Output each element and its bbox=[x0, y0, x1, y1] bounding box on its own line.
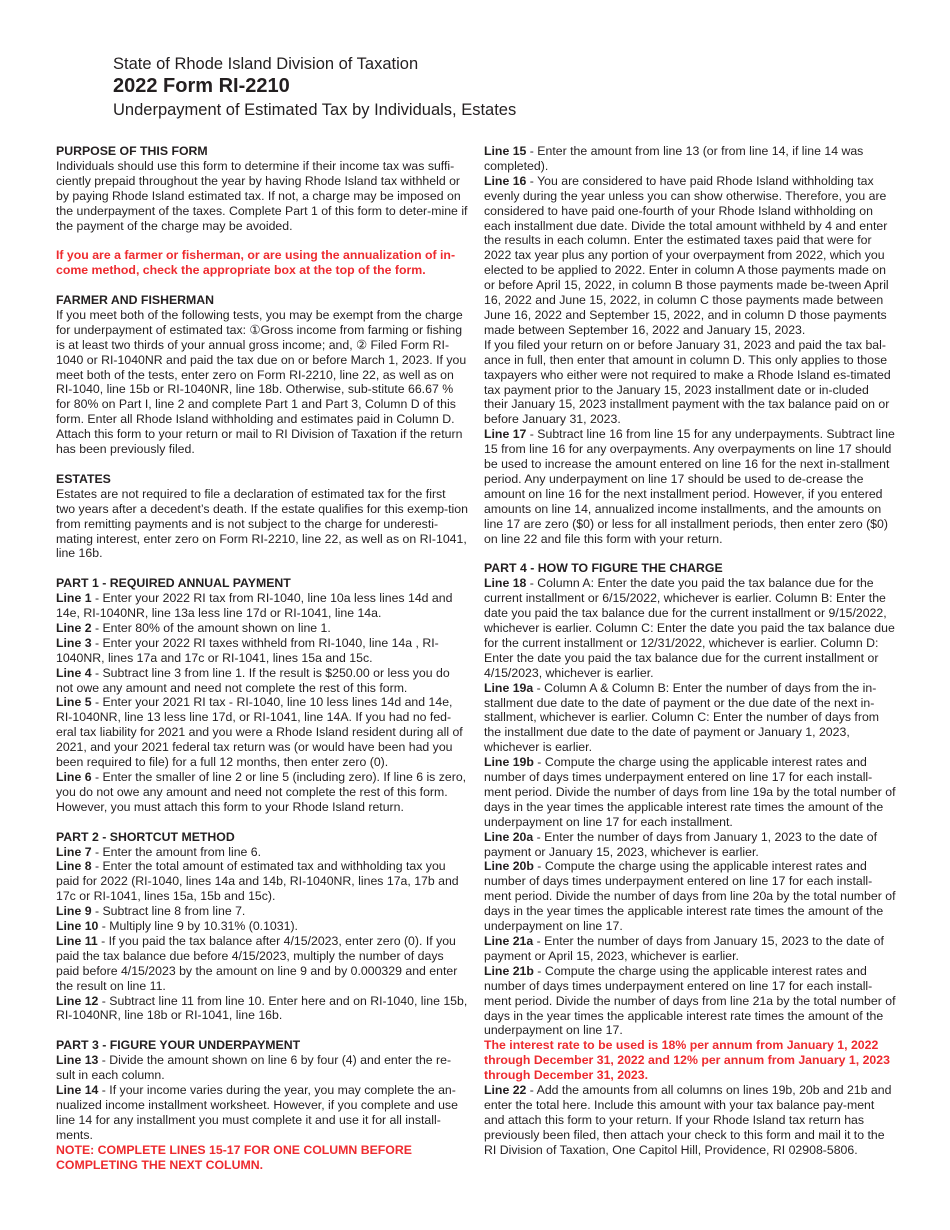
line-label: Line 22 bbox=[484, 1083, 527, 1098]
line-3 bbox=[56, 636, 468, 666]
line-text: - Divide the amount shown on line 6 by four (4) and enter the re-sult in each column. bbox=[56, 1053, 452, 1083]
line-label: Line 4 bbox=[56, 665, 92, 680]
line-label: Line 18 bbox=[484, 576, 527, 591]
line-text: - Enter the smaller of line 2 or line 5 (including zero). If line 6 is zero, you do not owe any amount and need not complete the rest of this form. However, you must attach this form to your Rhode Island return. bbox=[56, 770, 467, 814]
form-title: 2022 Form RI-2210 bbox=[113, 75, 290, 97]
line-22 bbox=[484, 1083, 896, 1158]
interest-rate-note: The interest rate to be used is 18% per annum from January 1, 2022 through December 31, 2022 and 12% per annum from January 1, 2023 through December 31, 2023. bbox=[484, 1038, 890, 1083]
line-text: - Subtract line 11 from line 10. Enter here and on RI-1040, line 15b, RI-1040NR, line 18b or RI-1041, line 16b. bbox=[56, 993, 468, 1023]
line-label: Line 10 bbox=[56, 919, 99, 934]
line-11 bbox=[56, 934, 468, 994]
line-label: Line 8 bbox=[56, 859, 92, 874]
line-text: - Enter your 2022 RI tax from RI-1040, line 10a less lines 14d and 14e, RI-1040NR, line 13a less line 17d or RI-1041, line 14a. bbox=[56, 591, 453, 621]
line-label: Line 6 bbox=[56, 770, 92, 784]
line-15 bbox=[484, 144, 896, 174]
estates-heading: ESTATES bbox=[56, 471, 111, 486]
line-14 bbox=[56, 1083, 468, 1143]
right-column bbox=[484, 144, 896, 1158]
line-text: - Column A & Column B: Enter the number of days from the in-stallment due date to the date of payment or the due date of the next in-stallment, whichever is earlier. Column C: Enter the number of days from the installment due date to the date of payment or January 1, 2023, whichever is earlier. bbox=[484, 680, 880, 755]
line-label: Line 19a bbox=[484, 680, 534, 695]
line-text: - Subtract line 3 from line 1. If the result is $250.00 or less you do not owe any amount and need not complete the rest of this form. bbox=[56, 665, 450, 695]
line-text: - You are considered to have paid Rhode Island withholding tax evenly during the year unless you can show otherwise. Therefore, you are considered to have paid one-fourth of your Rhode Island withholding on each installment due date. Divide the total amount withheld by 4 and enter the results in each column. Enter the estimated taxes paid that were for 2022 tax year plus any portion of your overpayment from 2022, which you elected to be applied to 2022. Enter in column A those payments made on or before April 15, 2022, in column B those payments made be-tween April 16, 2022 and June 15, 2022, in column C those payments made between June 16, 2022 and September 15, 2022, and in column D those payments made between September 16, 2022 and January 15, 2023. bbox=[484, 173, 889, 337]
estates-text: Estates are not required to file a declaration of estimated tax for the first two years after a decedent’s death. If the estate qualifies for this exemp-tion from remitting payments and is not subject to the charge for underesti-mating interest, enter zero on Form RI-2210, line 22, as well as on RI-1041, line 16b. bbox=[56, 486, 468, 561]
line-7 bbox=[56, 845, 468, 860]
line-label: Line 21b bbox=[484, 963, 534, 978]
line-text: - Subtract line 8 from line 7. bbox=[91, 904, 246, 919]
line-13 bbox=[56, 1053, 468, 1083]
line-20a bbox=[484, 830, 896, 860]
purpose-text: Individuals should use this form to determine if their income tax was suffi-ciently prepaid throughout the year by having Rhode Island tax withheld or by paying Rhode Island estimated tax. If not, a charge may be imposed on the underpayment of the taxes. Complete Part 1 of this form to deter-mine if the payment of the charge may be avoided. bbox=[56, 158, 468, 233]
line-text: - Compute the charge using the applicable interest rates and number of days times underpayment entered on line 17 for each install-ment period. Divide the number of days from line 21a by the total number of days in the year times the applicable interest rate times the amount of the underpayment on line 17. bbox=[484, 963, 896, 1038]
line-text: - Compute the charge using the applicable interest rates and number of days times underpayment entered on line 17 for each install-ment period. Divide the number of days from line 20a by the total number of days in the year times the applicable interest rate times the amount of the underpayment on line 17. bbox=[484, 859, 896, 934]
line-2 bbox=[56, 621, 468, 636]
part2-heading: PART 2 - SHORTCUT METHOD bbox=[56, 829, 235, 844]
line-21a bbox=[484, 934, 896, 964]
line-5 bbox=[56, 695, 468, 770]
line-text: - Enter the number of days from January 15, 2023 to the date of payment or April 15, 2023, whichever is earlier. bbox=[484, 934, 884, 963]
line-text: - If you paid the tax balance after 4/15/2023, enter zero (0). If you paid the tax balance due before 4/15/2023, multiply the number of days paid before 4/15/2023 by the amount on line 9 and by 0.000329 and enter the result on line 11. bbox=[56, 933, 458, 993]
line-text: - Subtract line 16 from line 15 for any underpayments. Subtract line 15 from line 16 for any overpayments. Any overpayments on line 17 should be used to increase the amount entered on line 16 for the next in-stallment period. Any underpayment on line 17 should be used to de-crease the amount on line 16 for the next installment period. However, if you entered amounts on line 14, annualized income installments, and the amounts on line 17 are zero ($0) or less for all installment periods, then enter zero ($0) on line 22 and file this form with your return. bbox=[484, 427, 895, 546]
line-text: - Multiply line 9 by 10.31% (0.1031). bbox=[98, 919, 298, 934]
line-label: Line 5 bbox=[56, 695, 92, 710]
line-text: - Enter your 2022 RI taxes withheld from RI-1040, line 14a , RI-1040NR, lines 17a and 17c or RI-1041, lines 15a and 15c. bbox=[56, 635, 439, 665]
line-label: Line 20a bbox=[484, 829, 534, 844]
part3-note: NOTE: COMPLETE LINES 15-17 FOR ONE COLUMN BEFORE COMPLETING THE NEXT COLUMN. bbox=[56, 1142, 412, 1172]
line-19a bbox=[484, 681, 896, 756]
line-text: - Column A: Enter the date you paid the tax balance due for the current installment or 6/15/2022, whichever is earlier. Column B: Enter the date you paid the tax balance due for the current installment or 9/15/2022, whichever is earlier. Column C: Enter the date you paid the tax balance due for the current installment or 12/31/2022, whichever is earlier. Column D: Enter the date you paid the tax balance due for the current installment or 4/15/2023, whichever is earlier. bbox=[484, 576, 895, 680]
line-text: - Compute the charge using the applicable interest rates and number of days times underpayment entered on line 17 for each install-ment period. Divide the number of days from line 19a by the total number of days in the year times the applicable interest rate times the amount of the underpayment on line 17 for each installment. bbox=[484, 755, 896, 829]
form-subtitle: Underpayment of Estimated Tax by Individuals, Estates bbox=[113, 101, 517, 119]
line-label: Line 15 bbox=[484, 144, 527, 158]
line-label: Line 3 bbox=[56, 635, 92, 650]
line-16 bbox=[484, 174, 896, 338]
line-label: Line 1 bbox=[56, 591, 92, 606]
agency-name: State of Rhode Island Division of Taxation bbox=[113, 55, 419, 73]
line-text: - If your income varies during the year, you may complete the an-nualized income installment worksheet. However, if you complete and use line 14 for any installment you must complete it and use it for all install-ments. bbox=[56, 1083, 458, 1142]
farmer-note: If you are a farmer or fisherman, or are using the annualization of in-come method, check the appropriate box at the top of the form. bbox=[56, 248, 456, 278]
line-8 bbox=[56, 859, 468, 904]
line-label: Line 21a bbox=[484, 934, 534, 949]
line-text: - Add the amounts from all columns on lines 19b, 20b and 21b and enter the total here. Include this amount with your tax balance pay-ment and attach this form to your return. If your Rhode Island tax return has previously been filed, then attach your check to this form and mail it to the RI Division of Taxation, One Capitol Hill, Providence, RI 02908-5806. bbox=[484, 1083, 892, 1157]
purpose-heading: PURPOSE OF THIS FORM bbox=[56, 144, 208, 158]
line-text: - Enter the number of days from January 1, 2023 to the date of payment or January 15, 2023, whichever is earlier. bbox=[484, 829, 878, 859]
line-16-extra: If you filed your return on or before January 31, 2023 and paid the tax bal-ance in full, then enter that amount in column D. This only applies to those taxpayers who either were not required to make a Rhode Island es-timated tax payment prior to the January 15, 2023 installment date or in-cluded their January 15, 2023 installment payment with the tax balance paid on or before January 31, 2023. bbox=[484, 337, 891, 427]
line-label: Line 2 bbox=[56, 620, 92, 635]
line-1 bbox=[56, 591, 468, 621]
line-label: Line 16 bbox=[484, 173, 527, 188]
line-21b bbox=[484, 964, 896, 1039]
farmer-text: If you meet both of the following tests, you may be exempt from the charge for underpayment of estimated tax: ①Gross income from farming or fishing is at least two thirds of your annual gross income; and, ② Filed Form RI-1040 or RI-1040NR and paid the tax due on or before March 1, 2023. If you meet both of the tests, enter zero on Form RI-2210, line 22, as well as on RI-1040, line 15b or RI-1040NR, line 18b. Otherwise, sub-stitute 66.67 % for 80% on Part I, line 2 and complete Part 1 and Part 3, Column D of this form. Enter all Rhode Island withholding and estimates paid in Column D. Attach this form to your return or mail to RI Division of Taxation if the return has been previously filed. bbox=[56, 307, 467, 457]
line-label: Line 7 bbox=[56, 844, 92, 859]
line-text: - Enter your 2021 RI tax - RI-1040, line 10 less lines 14d and 14e, RI-1040NR, line 13 less line 17d, or RI-1041, line 14A. If you had no fed-eral tax liability for 2021 and you were a Rhode Island resident during all of 2021, and your 2021 federal tax return was (or would have been had you been required to file) for a full 12 months, then enter zero (0). bbox=[56, 695, 463, 770]
line-label: Line 11 bbox=[56, 933, 98, 948]
left-column bbox=[56, 144, 468, 1172]
line-17 bbox=[484, 427, 896, 546]
line-9 bbox=[56, 904, 468, 919]
line-label: Line 9 bbox=[56, 904, 92, 919]
part4-heading: PART 4 - HOW TO FIGURE THE CHARGE bbox=[484, 561, 723, 576]
line-text: - Enter the amount from line 6. bbox=[91, 844, 262, 859]
line-text: - Enter the total amount of estimated tax and withholding tax you paid for 2022 (RI-1040, lines 14a and 14b, RI-1040NR, lines 17a, 17b and 17c or RI-1041, lines 15a, 15b and 15c). bbox=[56, 859, 459, 904]
line-6 bbox=[56, 770, 468, 815]
line-4 bbox=[56, 666, 468, 696]
line-text: - Enter 80% of the amount shown on line 1. bbox=[91, 620, 331, 635]
line-label: Line 20b bbox=[484, 859, 534, 874]
line-label: Line 14 bbox=[56, 1083, 99, 1097]
line-18 bbox=[484, 576, 896, 680]
line-label: Line 17 bbox=[484, 427, 527, 442]
line-label: Line 12 bbox=[56, 993, 99, 1008]
line-label: Line 13 bbox=[56, 1053, 99, 1068]
line-12 bbox=[56, 994, 468, 1024]
line-19b bbox=[484, 755, 896, 830]
part1-heading: PART 1 - REQUIRED ANNUAL PAYMENT bbox=[56, 576, 291, 591]
part3-heading: PART 3 - FIGURE YOUR UNDERPAYMENT bbox=[56, 1038, 301, 1053]
farmer-heading: FARMER AND FISHERMAN bbox=[56, 293, 215, 308]
line-20b bbox=[484, 859, 896, 934]
line-10 bbox=[56, 919, 468, 934]
form-header bbox=[113, 54, 873, 122]
line-label: Line 19b bbox=[484, 755, 534, 770]
line-text: - Enter the amount from line 13 (or from line 14, if line 14 was completed). bbox=[484, 144, 864, 173]
